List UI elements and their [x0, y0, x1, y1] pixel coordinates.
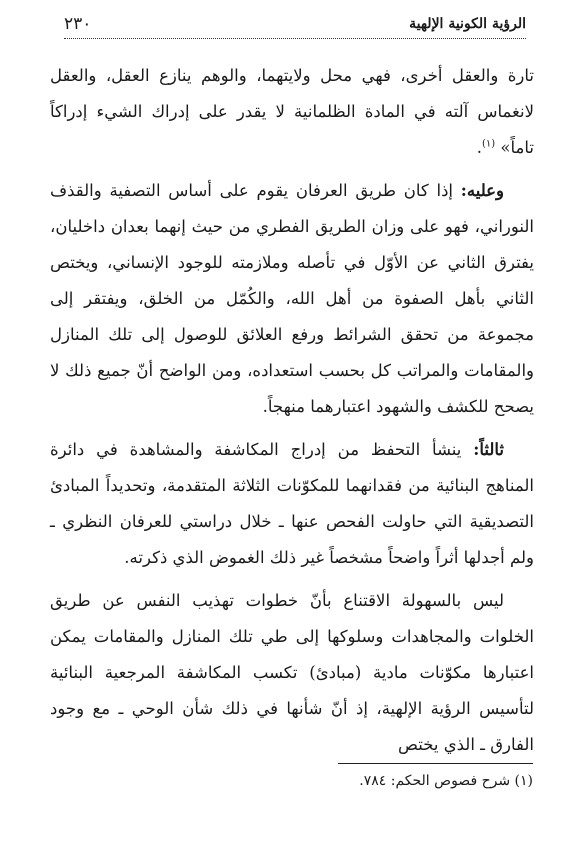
running-title: الرؤية الكونية الإلهية: [409, 16, 526, 32]
paragraph-4: [50, 583, 534, 763]
paragraph-1-tail: .: [476, 138, 482, 157]
paragraph-3: [50, 432, 534, 576]
paragraph-2-lead: وعليه:: [460, 181, 504, 200]
paragraph-3-lead: ثالثاً:: [473, 440, 504, 459]
page-number: ٢٣٠: [64, 14, 92, 34]
footnote-reference: (١): [481, 138, 496, 150]
paragraph-3-text: ينشأ التحفظ من إدراج المكاشفة والمشاهدة في دائرة المناهج البنائية من فقدانهما للمكوّنات الثلاثة المتقدمة، وتحديداً المبادئ التصديقية التي حاولت الفحص عنها ـ خلال دراستي للعرفان النظري ـ ولم أجدلها أثراً واضحاً مشخصاً غير ذلك الغموض الذي ذكرته.: [50, 440, 534, 567]
footnote: (١) شرح فصوص الحكم: ٧٨٤.: [359, 773, 533, 789]
paragraph-2-text: إذا كان طريق العرفان يقوم على أساس التصفية والقذف النوراني، فهو على وزان الطريق الفطري من حيث إنهما بعدان داخليان، يفترق الثاني عن الأوّل في تأصله وملازمته للوجود الإنساني، ويختص الثاني بأهل الصفوة من أهل الله، والكُمّل من الخلق، ويفتقر إلى مجموعة من تحقق الشرائط ورفع العلائق للوصول إلى تلك المنازل والمقامات والمراتب كل بحسب استعداده، ومن الواضح أنّ جميع ذلك لا يصحح للكشف والشهود اعتبارهما منهجاً.: [50, 181, 534, 416]
paragraph-1: [50, 58, 534, 166]
page-header: [64, 10, 526, 39]
footnote-separator: [338, 763, 533, 764]
paragraph-1-text: تارة والعقل أخرى، فهي محل ولايتهما، والوهم ينازع العقل، والعقل لانغماس آلته في المادة الظلمانية لا يقدر على إدراك الشيء إدراكاً تاماً»: [50, 66, 534, 157]
paragraph-4-text: ليس بالسهولة الاقتناع بأنّ خطوات تهذيب النفس عن طريق الخلوات والمجاهدات وسلوكها إلى طي تلك المنازل والمقامات يمكن اعتبارها مكوّنات مادية (مبادئ) تكسب المكاشفة المرجعية البنائية لتأسيس الرؤية الإلهية، إذ أنّ شأنها في ذلك شأن الوحي ـ مع وجود الفارق ـ الذي يختص: [50, 591, 534, 754]
body-text: [50, 58, 534, 770]
paragraph-2: [50, 173, 534, 425]
